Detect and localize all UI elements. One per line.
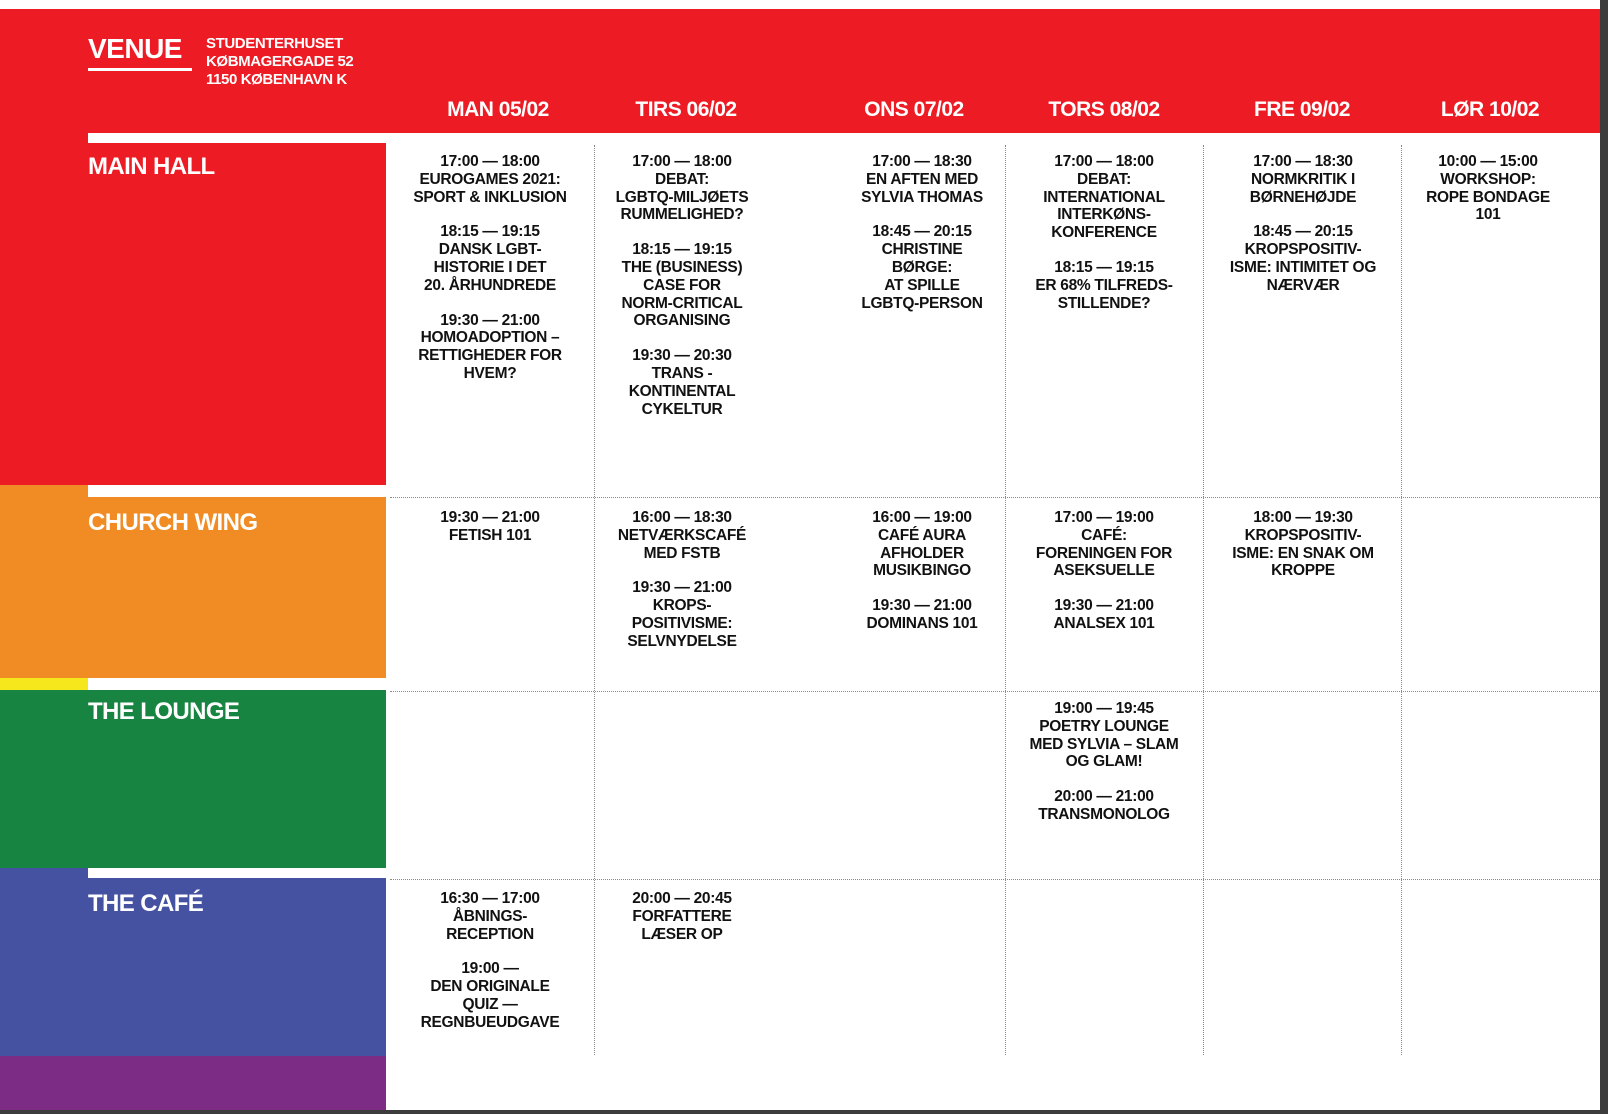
event-title: WORKSHOP: ROPE BONDAGE 101 bbox=[1426, 170, 1550, 224]
venue-address bbox=[206, 35, 353, 89]
event bbox=[594, 579, 770, 650]
address-line: STUDENTERHUSET bbox=[206, 35, 343, 52]
event bbox=[1016, 597, 1192, 633]
event-time: 16:00 — 18:30 bbox=[632, 509, 732, 526]
event bbox=[402, 890, 578, 943]
event-title: TRANS - KONTINENTAL CYKELTUR bbox=[628, 364, 736, 418]
event-title: DEBAT: LGBTQ-MILJØETS RUMMELIGHED? bbox=[615, 170, 749, 224]
divider-line bbox=[88, 485, 386, 497]
event-time: 19:30 — 20:30 bbox=[632, 347, 732, 365]
event-title: EN AFTEN MED SYLVIA THOMAS bbox=[861, 170, 983, 206]
event-time: 19:30 — 21:00 bbox=[440, 311, 540, 329]
event bbox=[594, 241, 770, 330]
event bbox=[834, 597, 1010, 633]
event-title: FORFATTERE LÆSER OP bbox=[632, 907, 732, 943]
schedule-cell bbox=[402, 509, 578, 562]
room-label-the-lounge: THE LOUNGE bbox=[88, 698, 240, 725]
event-time: 20:00 — 21:00 bbox=[1054, 788, 1154, 806]
schedule-cell bbox=[1016, 153, 1192, 329]
schedule-cell bbox=[834, 153, 1010, 329]
event bbox=[402, 153, 578, 206]
schedule-cell bbox=[1215, 153, 1391, 312]
event bbox=[594, 347, 770, 418]
event bbox=[834, 153, 1010, 206]
event-title: CAFÉ AURA AFHOLDER MUSIKBINGO bbox=[873, 526, 971, 580]
row-divider bbox=[390, 691, 1600, 692]
event-time: 19:30 — 21:00 bbox=[872, 597, 972, 615]
event-time: 19:30 — 21:00 bbox=[440, 509, 540, 526]
event-time: 18:00 — 19:30 bbox=[1253, 509, 1353, 526]
event bbox=[594, 890, 770, 943]
event-time: 17:00 — 18:00 bbox=[1054, 153, 1154, 170]
day-header-sat: LØR 10/02 bbox=[1440, 98, 1540, 121]
event bbox=[402, 960, 578, 1031]
address-line: KØBMAGERGADE 52 bbox=[206, 53, 354, 70]
event bbox=[1016, 788, 1192, 824]
event bbox=[1016, 153, 1192, 242]
divider-line bbox=[88, 133, 386, 143]
room-label-the-cafe: THE CAFÉ bbox=[88, 890, 204, 917]
event-title: FETISH 101 bbox=[448, 526, 532, 544]
event-time: 19:00 — bbox=[461, 960, 519, 978]
event-time: 17:00 — 18:00 bbox=[632, 153, 732, 170]
event-title: DANSK LGBT- HISTORIE I DET 20. ÅRHUNDREDE bbox=[424, 241, 556, 294]
address-line: 1150 KØBENHAVN K bbox=[206, 71, 347, 88]
event-time: 18:45 — 20:15 bbox=[1253, 223, 1353, 241]
day-header-fri: FRE 09/02 bbox=[1254, 98, 1350, 121]
event-title: ER 68% TILFREDS- STILLENDE? bbox=[1035, 276, 1173, 312]
event-time: 18:15 — 19:15 bbox=[440, 223, 540, 241]
day-header-wed: ONS 07/02 bbox=[864, 98, 964, 121]
event-title: KROPSPOSITIV- ISME: INTIMITET OG NÆRVÆR bbox=[1229, 241, 1377, 294]
event-title: NORMKRITIK I BØRNEHØJDE bbox=[1249, 170, 1357, 206]
event bbox=[1016, 259, 1192, 312]
schedule-cell bbox=[834, 509, 1010, 650]
event bbox=[1400, 153, 1576, 224]
event-title: TRANSMONOLOG bbox=[1038, 805, 1170, 823]
room-label-church-wing: CHURCH WING bbox=[88, 509, 258, 536]
event-title: DEN ORIGINALE QUIZ — REGNBUEUDGAVE bbox=[420, 978, 560, 1031]
divider-line bbox=[88, 868, 386, 878]
event-title: CHRISTINE BØRGE: AT SPILLE LGBTQ-PERSON bbox=[861, 241, 983, 312]
event-title: POETRY LOUNGE MED SYLVIA – SLAM OG GLAM! bbox=[1029, 717, 1179, 771]
event-time: 16:30 — 17:00 bbox=[440, 890, 540, 907]
row-divider bbox=[390, 879, 1600, 880]
event bbox=[834, 223, 1010, 312]
event bbox=[402, 223, 578, 294]
schedule-cell bbox=[402, 890, 578, 1049]
schedule-cell bbox=[1016, 700, 1192, 841]
event-title: KROPS- POSITIVISME: SELVNYDELSE bbox=[627, 597, 737, 650]
event-time: 20:00 — 20:45 bbox=[632, 890, 732, 907]
event-time: 19:30 — 21:00 bbox=[1054, 597, 1154, 615]
purple-stripe bbox=[0, 1056, 386, 1110]
top-border bbox=[0, 0, 1600, 9]
event bbox=[1016, 700, 1192, 771]
event-title: DOMINANS 101 bbox=[866, 614, 978, 632]
event-title: CAFÉ: FORENINGEN FOR ASEKSUELLE bbox=[1035, 526, 1173, 580]
row-divider bbox=[390, 497, 1600, 498]
event-title: DEBAT: INTERNATIONAL INTERKØNS- KONFERENCE bbox=[1043, 170, 1165, 242]
venue-underline bbox=[88, 68, 192, 71]
schedule-cell bbox=[1215, 509, 1391, 597]
schedule-cell bbox=[1016, 509, 1192, 650]
event-title: ANALSEX 101 bbox=[1053, 614, 1155, 632]
event-time: 17:00 — 19:00 bbox=[1054, 509, 1154, 526]
event bbox=[1215, 153, 1391, 206]
event-time: 18:15 — 19:15 bbox=[1054, 258, 1154, 276]
event bbox=[834, 509, 1010, 580]
event bbox=[1215, 509, 1391, 580]
venue-title: VENUE bbox=[88, 33, 182, 64]
yellow-stripe bbox=[0, 678, 88, 690]
event-time: 18:15 — 19:15 bbox=[632, 241, 732, 259]
event-title: EUROGAMES 2021: SPORT & INKLUSION bbox=[413, 170, 567, 206]
day-header-thu: TORS 08/02 bbox=[1048, 98, 1160, 121]
day-header-mon: MAN 05/02 bbox=[447, 98, 549, 121]
event bbox=[594, 509, 770, 562]
room-label-main-hall: MAIN HALL bbox=[88, 153, 215, 180]
column-divider bbox=[1203, 145, 1204, 1055]
event-time: 10:00 — 15:00 bbox=[1438, 153, 1538, 170]
schedule-cell bbox=[594, 153, 770, 435]
event-time: 19:30 — 21:00 bbox=[632, 579, 732, 597]
column-divider bbox=[1401, 145, 1402, 1055]
event bbox=[402, 312, 578, 383]
event-time: 16:00 — 19:00 bbox=[872, 509, 972, 526]
event-time: 17:00 — 18:00 bbox=[440, 153, 540, 170]
event-title: THE (BUSINESS) CASE FOR NORM-CRITICAL ORGANISING bbox=[621, 258, 743, 330]
event-title: KROPSPOSITIV- ISME: EN SNAK OM KROPPE bbox=[1232, 526, 1374, 580]
day-header-tue: TIRS 06/02 bbox=[635, 98, 737, 121]
event-time: 17:00 — 18:30 bbox=[1253, 153, 1353, 170]
event-time: 17:00 — 18:30 bbox=[872, 153, 972, 170]
event bbox=[1215, 223, 1391, 294]
event-title: HOMOADOPTION – RETTIGHEDER FOR HVEM? bbox=[418, 329, 562, 382]
schedule-cell bbox=[594, 890, 770, 960]
event-title: NETVÆRKSCAFÉ MED FSTB bbox=[617, 526, 747, 562]
event bbox=[1016, 509, 1192, 580]
event-title: ÅBNINGS- RECEPTION bbox=[446, 907, 534, 943]
schedule-cell bbox=[1400, 153, 1576, 241]
schedule-cell bbox=[594, 509, 770, 668]
event bbox=[594, 153, 770, 224]
event bbox=[402, 509, 578, 545]
schedule-cell bbox=[402, 153, 578, 400]
event-time: 19:00 — 19:45 bbox=[1054, 700, 1154, 717]
event-time: 18:45 — 20:15 bbox=[872, 223, 972, 241]
